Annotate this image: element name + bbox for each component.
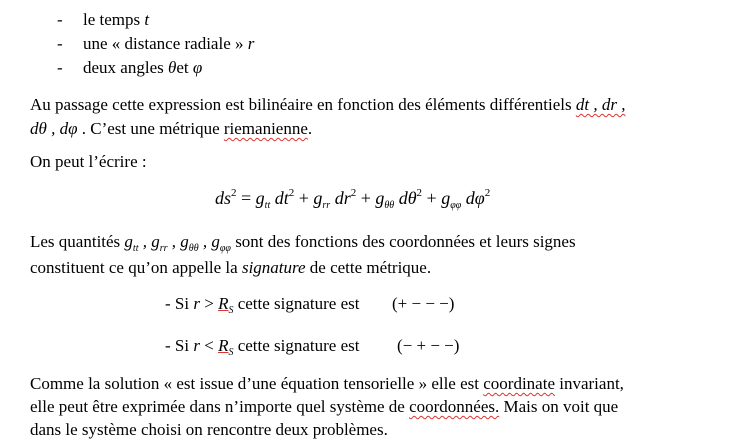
math-r: r (247, 34, 255, 53)
eq-sub-phph: φφ (450, 200, 462, 211)
sub-S: S (228, 347, 234, 358)
bullet-text-mid: et (176, 58, 193, 77)
op-lt: < (199, 336, 219, 355)
eq-exp: 2 (288, 187, 295, 199)
math-R: R (218, 336, 229, 355)
math-phi: φ (192, 58, 203, 77)
text: cette signature est (233, 336, 360, 355)
paragraph-bilinear-line1 (30, 95, 625, 115)
paragraph-bilinear-line2 (30, 119, 312, 139)
text: invariant, (555, 374, 624, 393)
paragraph-ecrire: On peut l’écrire : (30, 152, 147, 171)
eq-plus: + (356, 188, 376, 208)
math-differentials-angles: dθ , dφ (30, 119, 78, 138)
signature-plus-minus: (+ − − −) (392, 294, 455, 313)
math-r: r (193, 336, 200, 355)
math-r: r (193, 294, 200, 313)
text: sont des fonctions des coordonnées et leurs signes (230, 232, 576, 251)
eq-exp: 2 (231, 187, 237, 199)
text: elle peut être exprimée dans n’importe quel système de (30, 397, 410, 416)
eq-g: g (211, 232, 220, 251)
eq-sub-tt: tt (264, 200, 271, 211)
eq-dt: dt (274, 188, 289, 208)
math-g-components: $g_{tt}$ , $g_{rr}$ , $g_{\theta\theta}$ , $g_{\varphi\varphi}$ (124, 232, 231, 254)
signature-case-outside (165, 294, 359, 316)
eq-exp: 2 (484, 187, 491, 199)
text: Les quantités (30, 232, 125, 251)
eq-plus: + (422, 188, 442, 208)
eq-g: g (441, 188, 451, 208)
sub-phph: φφ (219, 243, 231, 254)
sub-S: S (228, 305, 234, 316)
eq-g: g (151, 232, 160, 251)
eq-sub-rr: rr (322, 200, 331, 211)
paragraph-quantities-line1 (30, 232, 710, 254)
op-gt: > (199, 294, 219, 313)
bullet-text: une « distance radiale » (83, 34, 248, 53)
bullet-dash: - (57, 58, 63, 77)
word-coordinate: coordinate (483, 374, 555, 393)
eq-plus: + (294, 188, 314, 208)
sub-rr: rr (159, 243, 168, 254)
word-signature: signature (241, 258, 306, 277)
text: - Si (165, 336, 194, 355)
text: Comme la solution « est issue d’une équation tensorielle » elle est (30, 374, 484, 393)
text: cette signature est (233, 294, 360, 313)
text: . (307, 119, 313, 138)
word-coordonnees: coordonnées. (409, 397, 500, 416)
bullet-dash: - (57, 10, 63, 29)
eq-dphi: dφ (465, 188, 485, 208)
sub-thth: θθ (188, 243, 199, 254)
eq-lhs: ds (215, 188, 232, 208)
word-riemanienne: riemanienne (223, 119, 308, 138)
eq-g: g (375, 188, 385, 208)
text: - Si (165, 294, 194, 313)
eq-g: g (313, 188, 323, 208)
math-differentials: dt , dr , (575, 95, 626, 114)
math-R: R (218, 294, 229, 313)
text: de cette métrique. (305, 258, 432, 277)
text: Mais on voit que (499, 397, 619, 416)
text: Au passage cette expression est bilinéaire en fonction des éléments différentiels (30, 95, 576, 114)
paragraph-quantities-line2 (30, 258, 431, 278)
eq-exp: 2 (350, 187, 357, 199)
text: constituent ce qu’on appelle la (30, 258, 242, 277)
text: . C’est une métrique (77, 119, 224, 138)
bullet-text: deux angles (83, 58, 168, 77)
eq-sign: = (236, 188, 256, 208)
eq-g: g (124, 232, 133, 251)
eq-dr: dr (334, 188, 351, 208)
sub-tt: tt (132, 243, 139, 254)
eq-g: g (180, 232, 189, 251)
paragraph-conclusion-line1 (30, 374, 624, 394)
eq-dtheta: dθ (398, 188, 417, 208)
bullet-radial (83, 34, 254, 54)
math-t: t (144, 10, 150, 29)
bullet-dash: - (57, 34, 63, 53)
eq-sub-thth: θθ (384, 200, 395, 211)
eq-g: g (255, 188, 265, 208)
bullet-angles (83, 58, 202, 78)
paragraph-conclusion-line2 (30, 397, 618, 417)
math-theta: θ (167, 58, 177, 77)
bullet-text: le temps (83, 10, 145, 29)
signature-case-inside (165, 336, 359, 358)
eq-exp: 2 (416, 187, 423, 199)
paragraph-conclusion-line3: dans le système choisi on rencontre deux problèmes. (30, 420, 388, 439)
bullet-time (83, 10, 149, 30)
metric-equation (215, 187, 490, 211)
signature-minus-plus: (− + − −) (397, 336, 460, 355)
